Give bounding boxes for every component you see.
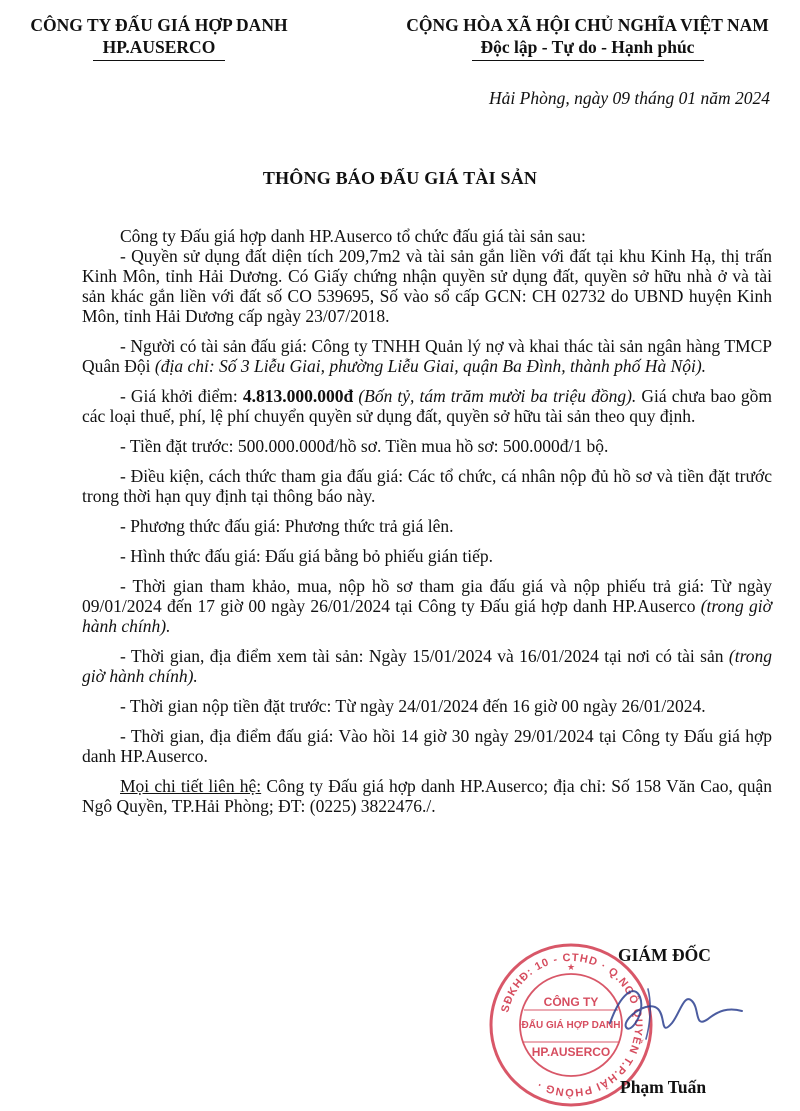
- owner-text: - Người có tài sản đấu giá: Công ty TNHH Quản lý nợ và khai thác tài sản ngân hàng TMCP Quân Đội: [82, 336, 772, 376]
- company-underline: [93, 60, 225, 61]
- price-label: - Giá khởi điểm:: [120, 386, 238, 406]
- director-name: Phạm Tuấn: [620, 1077, 707, 1097]
- registration-paragraph: [82, 576, 772, 636]
- document-body: [82, 226, 772, 826]
- owner-paragraph: [82, 336, 772, 376]
- form-paragraph: - Hình thức đấu giá: Đấu giá bằng bỏ phiếu gián tiếp.: [120, 546, 494, 566]
- registration-note: (trong giờ hành chính).: [82, 596, 772, 636]
- document-title: THÔNG BÁO ĐẤU GIÁ TÀI SẢN: [262, 168, 538, 188]
- auction-time-paragraph: - Thời gian, địa điểm đấu giá: Vào hồi 14 giờ 30 ngày 29/01/2024 tại Công ty Đấu giá hợp danh HP.Auserco.: [82, 726, 772, 766]
- svg-text:HP.AUSERCO: HP.AUSERCO: [531, 1045, 611, 1059]
- director-signature: [600, 975, 750, 1045]
- price-value: 4.813.000.000đ: [242, 386, 354, 406]
- contact-label: Mọi chi tiết liên hệ:: [120, 776, 262, 796]
- company-short-name: HP.AUSERCO: [102, 37, 216, 57]
- viewing-paragraph: [82, 646, 772, 686]
- national-title: CỘNG HÒA XÃ HỘI CHỦ NGHĨA VIỆT NAM: [406, 15, 769, 35]
- national-motto: Độc lập - Tự do - Hạnh phúc: [480, 37, 695, 57]
- company-name: CÔNG TY ĐẤU GIÁ HỢP DANH: [30, 15, 288, 35]
- deposit-time-paragraph: - Thời gian nộp tiền đặt trước: Từ ngày 24/01/2024 đến 16 giờ 00 ngày 26/01/2024.: [120, 696, 706, 716]
- method-paragraph: - Phương thức đấu giá: Phương thức trả giá lên.: [120, 516, 454, 536]
- document-date: Hải Phòng, ngày 09 tháng 01 năm 2024: [489, 88, 770, 108]
- asset-paragraph: - Quyền sử dụng đất diện tích 209,7m2 và tài sản gắn liền với đất tại khu Kinh Hạ, thị trấn Kinh Môn, tỉnh Hải Dương. Có Giấy chứng nhận quyền sử dụng đất, quyền sở hữu nhà ở và tài sản khác gắn liền với đất số CO 539695, Số vào sổ cấp GCN: CH 02732 do UBND huyện Kinh Môn, tỉnh Hải Dương cấp ngày 23/07/2018.: [82, 246, 772, 326]
- svg-text:CÔNG TY: CÔNG TY: [543, 995, 599, 1009]
- svg-text:ĐẤU GIÁ HỢP DANH: ĐẤU GIÁ HỢP DANH: [521, 1020, 621, 1031]
- national-header: [375, 14, 800, 61]
- price-in-words: (Bốn tỷ, tám trăm mười ba triệu đồng).: [358, 386, 637, 406]
- price-paragraph: [82, 386, 772, 426]
- motto-underline: [472, 60, 704, 61]
- contact-paragraph: [82, 776, 772, 816]
- conditions-paragraph: - Điều kiện, cách thức tham gia đấu giá: Các tổ chức, cá nhân nộp đủ hồ sơ và tiền đặt trước trong thời hạn quy định tại thông báo này.: [82, 466, 772, 506]
- viewing-note: (trong giờ hành chính).: [82, 646, 772, 686]
- deposit-paragraph: - Tiền đặt trước: 500.000.000đ/hồ sơ. Tiền mua hồ sơ: 500.000đ/1 bộ.: [120, 436, 609, 456]
- svg-text:SĐKHĐ: 10 - CTHD · Q.NGÔ QUYỀN: SĐKHĐ: 10 - CTHD · Q.NGÔ QUYỀN T.P.HẢI PHÒNG ·: [499, 951, 645, 1099]
- registration-text: - Thời gian tham khảo, mua, nộp hồ sơ tham gia đấu giá và nộp phiếu trả giá: Từ ngày 09/01/2024 đến 17 giờ 00 ngày 26/01/2024 tại Công ty Đấu giá hợp danh HP.Auserco: [82, 576, 772, 616]
- company-header: [0, 14, 318, 61]
- contact-text: Công ty Đấu giá hợp danh HP.Auserco; địa chỉ: Số 158 Văn Cao, quận Ngô Quyền, TP.Hải Phòng; ĐT: (0225) 3822476./.: [82, 776, 773, 816]
- price-note: Giá chưa bao gồm các loại thuế, phí, lệ phí chuyển quyền sử dụng đất, quyền sở hữu tài sản theo quy định.: [82, 386, 773, 426]
- owner-address: (địa chỉ: Số 3 Liễu Giai, phường Liễu Giai, quận Ba Đình, thành phố Hà Nội).: [154, 356, 707, 376]
- viewing-text: - Thời gian, địa điểm xem tài sản: Ngày 15/01/2024 và 16/01/2024 tại nơi có tài sản: [120, 646, 724, 666]
- intro-paragraph: Công ty Đấu giá hợp danh HP.Auserco tổ chức đấu giá tài sản sau:: [120, 226, 586, 246]
- svg-text:★: ★: [566, 962, 576, 972]
- director-title: GIÁM ĐỐC: [618, 945, 711, 965]
